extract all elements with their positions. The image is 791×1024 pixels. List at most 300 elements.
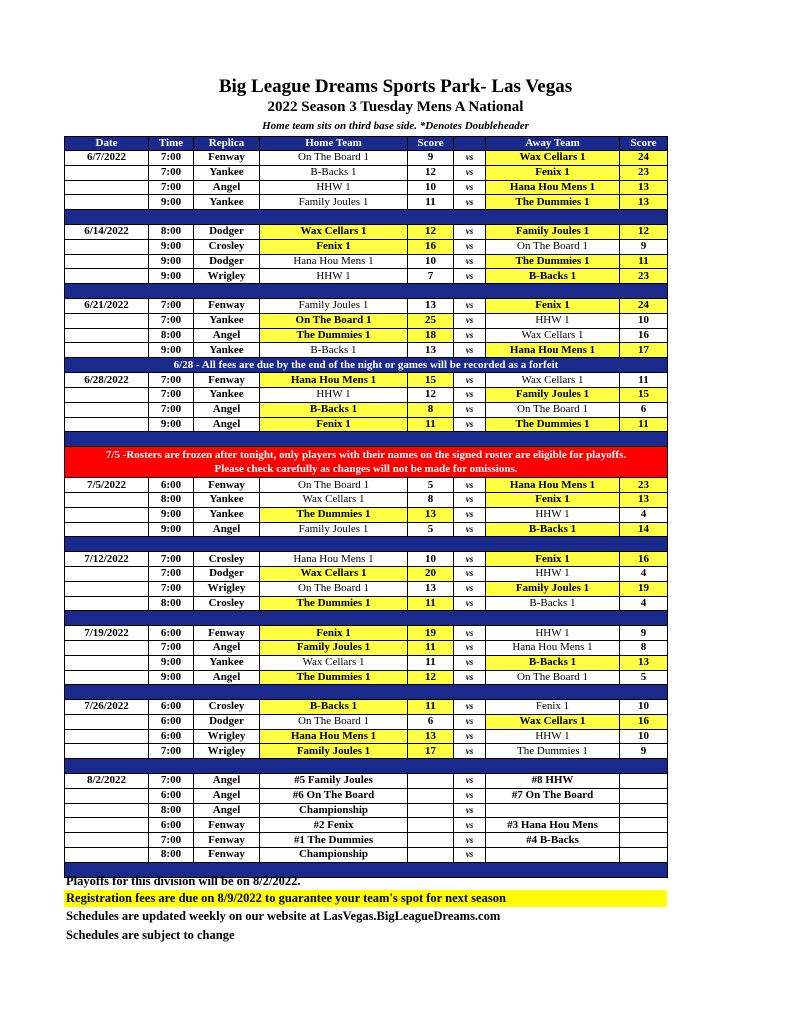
home-score: 11 — [408, 700, 454, 715]
away-team: HHW 1 — [486, 566, 620, 581]
game-date — [65, 581, 149, 596]
home-score: 10 — [408, 552, 454, 567]
alert-line-1: 7/5 -Rosters are frozen after tonight, only players with their names on the signed roster are eligible for playoffs. — [105, 449, 627, 462]
schedule-table — [64, 136, 668, 878]
home-score: 7 — [408, 269, 454, 284]
notice-row — [65, 358, 668, 373]
away-score — [620, 848, 668, 863]
game-time: 7:00 — [149, 744, 194, 759]
spacer-cell — [65, 611, 668, 626]
game-date — [65, 714, 149, 729]
col-header-replica: Replica — [194, 137, 260, 151]
away-team: B-Backs 1 — [486, 655, 620, 670]
game-time: 7:00 — [149, 313, 194, 328]
game-row — [65, 269, 668, 284]
game-date — [65, 729, 149, 744]
home-score: 13 — [408, 507, 454, 522]
home-score: 10 — [408, 254, 454, 269]
game-row — [65, 744, 668, 759]
home-score: 18 — [408, 328, 454, 343]
away-team: On The Board 1 — [486, 402, 620, 417]
vs-label: vs — [454, 714, 486, 729]
game-row — [65, 165, 668, 180]
game-replica: Dodger — [194, 714, 260, 729]
vs-label: vs — [454, 165, 486, 180]
notice-text: 6/28 - All fees are due by the end of the night or games will be recorded as a forfeit — [65, 358, 668, 373]
away-score: 19 — [620, 581, 668, 596]
game-replica: Angel — [194, 328, 260, 343]
game-time: 6:00 — [149, 700, 194, 715]
game-row — [65, 224, 668, 239]
col-header-date: Date — [65, 137, 149, 151]
game-row — [65, 478, 668, 493]
away-score: 23 — [620, 269, 668, 284]
vs-label: vs — [454, 818, 486, 833]
home-score: 11 — [408, 596, 454, 611]
vs-label: vs — [454, 566, 486, 581]
game-replica: Dodger — [194, 254, 260, 269]
alert-cell — [65, 447, 668, 478]
vs-label: vs — [454, 729, 486, 744]
game-date — [65, 655, 149, 670]
away-team: Fenix 1 — [486, 492, 620, 507]
away-score: 16 — [620, 714, 668, 729]
game-time: 7:00 — [149, 373, 194, 388]
home-team: Championship — [260, 803, 408, 818]
home-team: On The Board 1 — [260, 581, 408, 596]
vs-label: vs — [454, 700, 486, 715]
vs-label: vs — [454, 788, 486, 803]
home-team: Family Joules 1 — [260, 522, 408, 537]
away-score — [620, 833, 668, 848]
away-score: 11 — [620, 254, 668, 269]
game-row — [65, 195, 668, 210]
home-score: 6 — [408, 714, 454, 729]
spacer-row — [65, 685, 668, 700]
home-team: On The Board 1 — [260, 714, 408, 729]
home-team: The Dummies 1 — [260, 507, 408, 522]
away-score: 4 — [620, 596, 668, 611]
home-score: 12 — [408, 670, 454, 685]
game-date — [65, 180, 149, 195]
game-replica: Angel — [194, 788, 260, 803]
away-team: #8 HHW — [486, 774, 620, 789]
away-team: Hana Hou Mens 1 — [486, 180, 620, 195]
vs-label: vs — [454, 224, 486, 239]
away-score: 13 — [620, 195, 668, 210]
home-team: #1 The Dummies — [260, 833, 408, 848]
game-row — [65, 254, 668, 269]
game-date: 6/14/2022 — [65, 224, 149, 239]
away-team — [486, 848, 620, 863]
game-time: 9:00 — [149, 417, 194, 432]
home-score: 5 — [408, 478, 454, 493]
home-score — [408, 774, 454, 789]
home-team: HHW 1 — [260, 269, 408, 284]
away-team: On The Board 1 — [486, 670, 620, 685]
game-row — [65, 343, 668, 358]
vs-label: vs — [454, 522, 486, 537]
vs-label: vs — [454, 402, 486, 417]
home-score — [408, 818, 454, 833]
page-title: Big League Dreams Sports Park- Las Vegas — [218, 76, 573, 97]
home-score: 12 — [408, 224, 454, 239]
game-replica: Crosley — [194, 700, 260, 715]
game-date: 7/26/2022 — [65, 700, 149, 715]
game-date — [65, 417, 149, 432]
home-score: 19 — [408, 626, 454, 641]
away-score: 13 — [620, 655, 668, 670]
game-replica: Wrigley — [194, 581, 260, 596]
game-time: 6:00 — [149, 478, 194, 493]
game-replica: Dodger — [194, 224, 260, 239]
vs-label: vs — [454, 313, 486, 328]
vs-label: vs — [454, 269, 486, 284]
spacer-row — [65, 284, 668, 299]
game-time: 8:00 — [149, 848, 194, 863]
vs-label: vs — [454, 373, 486, 388]
game-date — [65, 640, 149, 655]
game-time: 9:00 — [149, 655, 194, 670]
spacer-cell — [65, 210, 668, 225]
home-team: Family Joules 1 — [260, 195, 408, 210]
home-score: 11 — [408, 417, 454, 432]
game-row — [65, 328, 668, 343]
spacer-row — [65, 537, 668, 552]
spacer-cell — [65, 759, 668, 774]
game-date — [65, 402, 149, 417]
home-team: Fenix 1 — [260, 417, 408, 432]
home-score: 25 — [408, 313, 454, 328]
game-replica: Fenway — [194, 373, 260, 388]
game-row — [65, 387, 668, 402]
game-replica: Wrigley — [194, 269, 260, 284]
home-team: Championship — [260, 848, 408, 863]
home-team: Fenix 1 — [260, 626, 408, 641]
game-replica: Fenway — [194, 151, 260, 166]
away-score: 10 — [620, 313, 668, 328]
game-replica: Angel — [194, 670, 260, 685]
game-replica: Angel — [194, 522, 260, 537]
alert-row — [65, 447, 668, 478]
game-date — [65, 744, 149, 759]
col-header-time: Time — [149, 137, 194, 151]
game-time: 7:00 — [149, 566, 194, 581]
home-team: The Dummies 1 — [260, 328, 408, 343]
game-time: 9:00 — [149, 254, 194, 269]
game-row — [65, 402, 668, 417]
home-team: Hana Hou Mens 1 — [260, 552, 408, 567]
game-date: 6/7/2022 — [65, 151, 149, 166]
game-date — [65, 165, 149, 180]
game-date — [65, 239, 149, 254]
playoff-row — [65, 774, 668, 789]
home-score: 12 — [408, 387, 454, 402]
game-time: 9:00 — [149, 522, 194, 537]
away-score: 9 — [620, 239, 668, 254]
home-score: 16 — [408, 239, 454, 254]
game-time: 8:00 — [149, 328, 194, 343]
game-time: 9:00 — [149, 343, 194, 358]
game-replica: Yankee — [194, 343, 260, 358]
home-score: 13 — [408, 343, 454, 358]
game-row — [65, 522, 668, 537]
home-team: #5 Family Joules — [260, 774, 408, 789]
away-team: On The Board 1 — [486, 239, 620, 254]
away-score: 5 — [620, 670, 668, 685]
away-team: Wax Cellars 1 — [486, 151, 620, 166]
vs-label: vs — [454, 239, 486, 254]
away-team: B-Backs 1 — [486, 522, 620, 537]
home-score: 20 — [408, 566, 454, 581]
game-row — [65, 239, 668, 254]
home-team: On The Board 1 — [260, 313, 408, 328]
schedule-note: Home team sits on third base side. *Denotes Doubleheader — [262, 120, 529, 132]
home-team: #2 Fenix — [260, 818, 408, 833]
away-score: 8 — [620, 640, 668, 655]
away-team: Hana Hou Mens 1 — [486, 343, 620, 358]
playoff-row — [65, 848, 668, 863]
away-team: HHW 1 — [486, 729, 620, 744]
game-time: 8:00 — [149, 492, 194, 507]
game-replica: Fenway — [194, 478, 260, 493]
updates-note: Schedules are updated weekly on our website at LasVegas.BigLeagueDreams.com — [66, 909, 501, 923]
game-replica: Dodger — [194, 566, 260, 581]
game-replica: Crosley — [194, 596, 260, 611]
game-row — [65, 492, 668, 507]
game-replica: Wrigley — [194, 744, 260, 759]
game-time: 7:00 — [149, 581, 194, 596]
vs-label: vs — [454, 552, 486, 567]
game-time: 7:00 — [149, 298, 194, 313]
home-team: HHW 1 — [260, 387, 408, 402]
spacer-cell — [65, 685, 668, 700]
game-replica: Fenway — [194, 818, 260, 833]
away-team: Family Joules 1 — [486, 581, 620, 596]
game-time: 7:00 — [149, 387, 194, 402]
game-date: 7/5/2022 — [65, 478, 149, 493]
game-replica: Yankee — [194, 655, 260, 670]
home-score: 8 — [408, 492, 454, 507]
game-row — [65, 552, 668, 567]
game-row — [65, 581, 668, 596]
home-team: B-Backs 1 — [260, 343, 408, 358]
game-time: 7:00 — [149, 552, 194, 567]
col-header-home-score: Score — [408, 137, 454, 151]
game-row — [65, 729, 668, 744]
game-time: 9:00 — [149, 239, 194, 254]
vs-label: vs — [454, 492, 486, 507]
away-team: B-Backs 1 — [486, 269, 620, 284]
home-score: 11 — [408, 640, 454, 655]
game-date — [65, 670, 149, 685]
vs-label: vs — [454, 507, 486, 522]
home-team: Wax Cellars 1 — [260, 224, 408, 239]
game-date — [65, 254, 149, 269]
home-team: Wax Cellars 1 — [260, 492, 408, 507]
away-team: #3 Hana Hou Mens — [486, 818, 620, 833]
disclaimer-note: Schedules are subject to change — [66, 928, 235, 942]
away-score: 16 — [620, 328, 668, 343]
home-score — [408, 848, 454, 863]
away-team: HHW 1 — [486, 507, 620, 522]
game-date — [65, 803, 149, 818]
game-replica: Crosley — [194, 552, 260, 567]
away-score: 12 — [620, 224, 668, 239]
game-date — [65, 788, 149, 803]
away-score: 13 — [620, 180, 668, 195]
game-time: 8:00 — [149, 596, 194, 611]
away-team: #4 B-Backs — [486, 833, 620, 848]
away-team: #7 On The Board — [486, 788, 620, 803]
col-header-vs — [454, 137, 486, 151]
game-replica: Fenway — [194, 833, 260, 848]
away-score: 24 — [620, 151, 668, 166]
away-team: HHW 1 — [486, 313, 620, 328]
game-time: 7:00 — [149, 180, 194, 195]
home-score: 13 — [408, 729, 454, 744]
away-score: 4 — [620, 566, 668, 581]
game-time: 9:00 — [149, 195, 194, 210]
home-team: B-Backs 1 — [260, 700, 408, 715]
game-row — [65, 714, 668, 729]
game-replica: Yankee — [194, 492, 260, 507]
away-score: 10 — [620, 700, 668, 715]
game-row — [65, 180, 668, 195]
game-date: 7/12/2022 — [65, 552, 149, 567]
home-team: B-Backs 1 — [260, 165, 408, 180]
home-team: B-Backs 1 — [260, 402, 408, 417]
away-team: The Dummies 1 — [486, 254, 620, 269]
home-team: Wax Cellars 1 — [260, 655, 408, 670]
away-score: 13 — [620, 492, 668, 507]
game-row — [65, 313, 668, 328]
home-team: Hana Hou Mens 1 — [260, 254, 408, 269]
away-score — [620, 788, 668, 803]
vs-label: vs — [454, 478, 486, 493]
game-date: 6/28/2022 — [65, 373, 149, 388]
home-team: Wax Cellars 1 — [260, 566, 408, 581]
home-team: Hana Hou Mens 1 — [260, 373, 408, 388]
home-team: Family Joules 1 — [260, 298, 408, 313]
away-team: The Dummies 1 — [486, 744, 620, 759]
away-score: 4 — [620, 507, 668, 522]
vs-label: vs — [454, 195, 486, 210]
game-time: 6:00 — [149, 714, 194, 729]
game-date — [65, 596, 149, 611]
col-header-home-team: Home Team — [260, 137, 408, 151]
game-row — [65, 566, 668, 581]
spacer-row — [65, 432, 668, 447]
spacer-row — [65, 759, 668, 774]
game-time: 9:00 — [149, 269, 194, 284]
game-row — [65, 626, 668, 641]
game-replica: Wrigley — [194, 729, 260, 744]
away-team: The Dummies 1 — [486, 195, 620, 210]
vs-label: vs — [454, 328, 486, 343]
alert-line-2: Please check carefully as changes will not be made for omissions. — [214, 463, 518, 476]
away-score — [620, 818, 668, 833]
game-replica: Yankee — [194, 165, 260, 180]
away-team: The Dummies 1 — [486, 417, 620, 432]
game-date — [65, 269, 149, 284]
home-team: On The Board 1 — [260, 151, 408, 166]
game-date — [65, 507, 149, 522]
game-row — [65, 151, 668, 166]
vs-label: vs — [454, 744, 486, 759]
game-row — [65, 417, 668, 432]
home-team: The Dummies 1 — [260, 596, 408, 611]
vs-label: vs — [454, 151, 486, 166]
away-team: Family Joules 1 — [486, 224, 620, 239]
game-replica: Yankee — [194, 387, 260, 402]
game-time: 8:00 — [149, 803, 194, 818]
away-score: 10 — [620, 729, 668, 744]
game-time: 7:00 — [149, 165, 194, 180]
away-score: 9 — [620, 626, 668, 641]
away-score: 14 — [620, 522, 668, 537]
away-score: 9 — [620, 744, 668, 759]
spacer-cell — [65, 432, 668, 447]
away-team: Family Joules 1 — [486, 387, 620, 402]
away-score: 6 — [620, 402, 668, 417]
playoff-row — [65, 788, 668, 803]
game-replica: Fenway — [194, 626, 260, 641]
vs-label: vs — [454, 596, 486, 611]
away-score: 16 — [620, 552, 668, 567]
vs-label: vs — [454, 626, 486, 641]
away-team: HHW 1 — [486, 626, 620, 641]
spacer-cell — [65, 537, 668, 552]
game-time: 7:00 — [149, 774, 194, 789]
game-date — [65, 833, 149, 848]
game-replica: Fenway — [194, 298, 260, 313]
away-score: 23 — [620, 478, 668, 493]
away-score: 15 — [620, 387, 668, 402]
game-row — [65, 670, 668, 685]
playoff-row — [65, 833, 668, 848]
vs-label: vs — [454, 655, 486, 670]
away-team: Wax Cellars 1 — [486, 328, 620, 343]
game-time: 6:00 — [149, 729, 194, 744]
spacer-cell — [65, 284, 668, 299]
col-header-away-score: Score — [620, 137, 668, 151]
game-date: 8/2/2022 — [65, 774, 149, 789]
vs-label: vs — [454, 803, 486, 818]
away-score: 17 — [620, 343, 668, 358]
game-time: 6:00 — [149, 788, 194, 803]
vs-label: vs — [454, 343, 486, 358]
game-row — [65, 373, 668, 388]
game-row — [65, 596, 668, 611]
home-team: Hana Hou Mens 1 — [260, 729, 408, 744]
spacer-row — [65, 611, 668, 626]
game-row — [65, 298, 668, 313]
game-time: 7:00 — [149, 640, 194, 655]
game-replica: Yankee — [194, 507, 260, 522]
home-score — [408, 788, 454, 803]
home-team: On The Board 1 — [260, 478, 408, 493]
game-date — [65, 522, 149, 537]
away-score — [620, 774, 668, 789]
game-date — [65, 313, 149, 328]
vs-label: vs — [454, 387, 486, 402]
game-time: 6:00 — [149, 626, 194, 641]
vs-label: vs — [454, 581, 486, 596]
page-subtitle: 2022 Season 3 Tuesday Mens A National — [267, 99, 524, 115]
game-time: 9:00 — [149, 670, 194, 685]
away-team: Fenix 1 — [486, 298, 620, 313]
